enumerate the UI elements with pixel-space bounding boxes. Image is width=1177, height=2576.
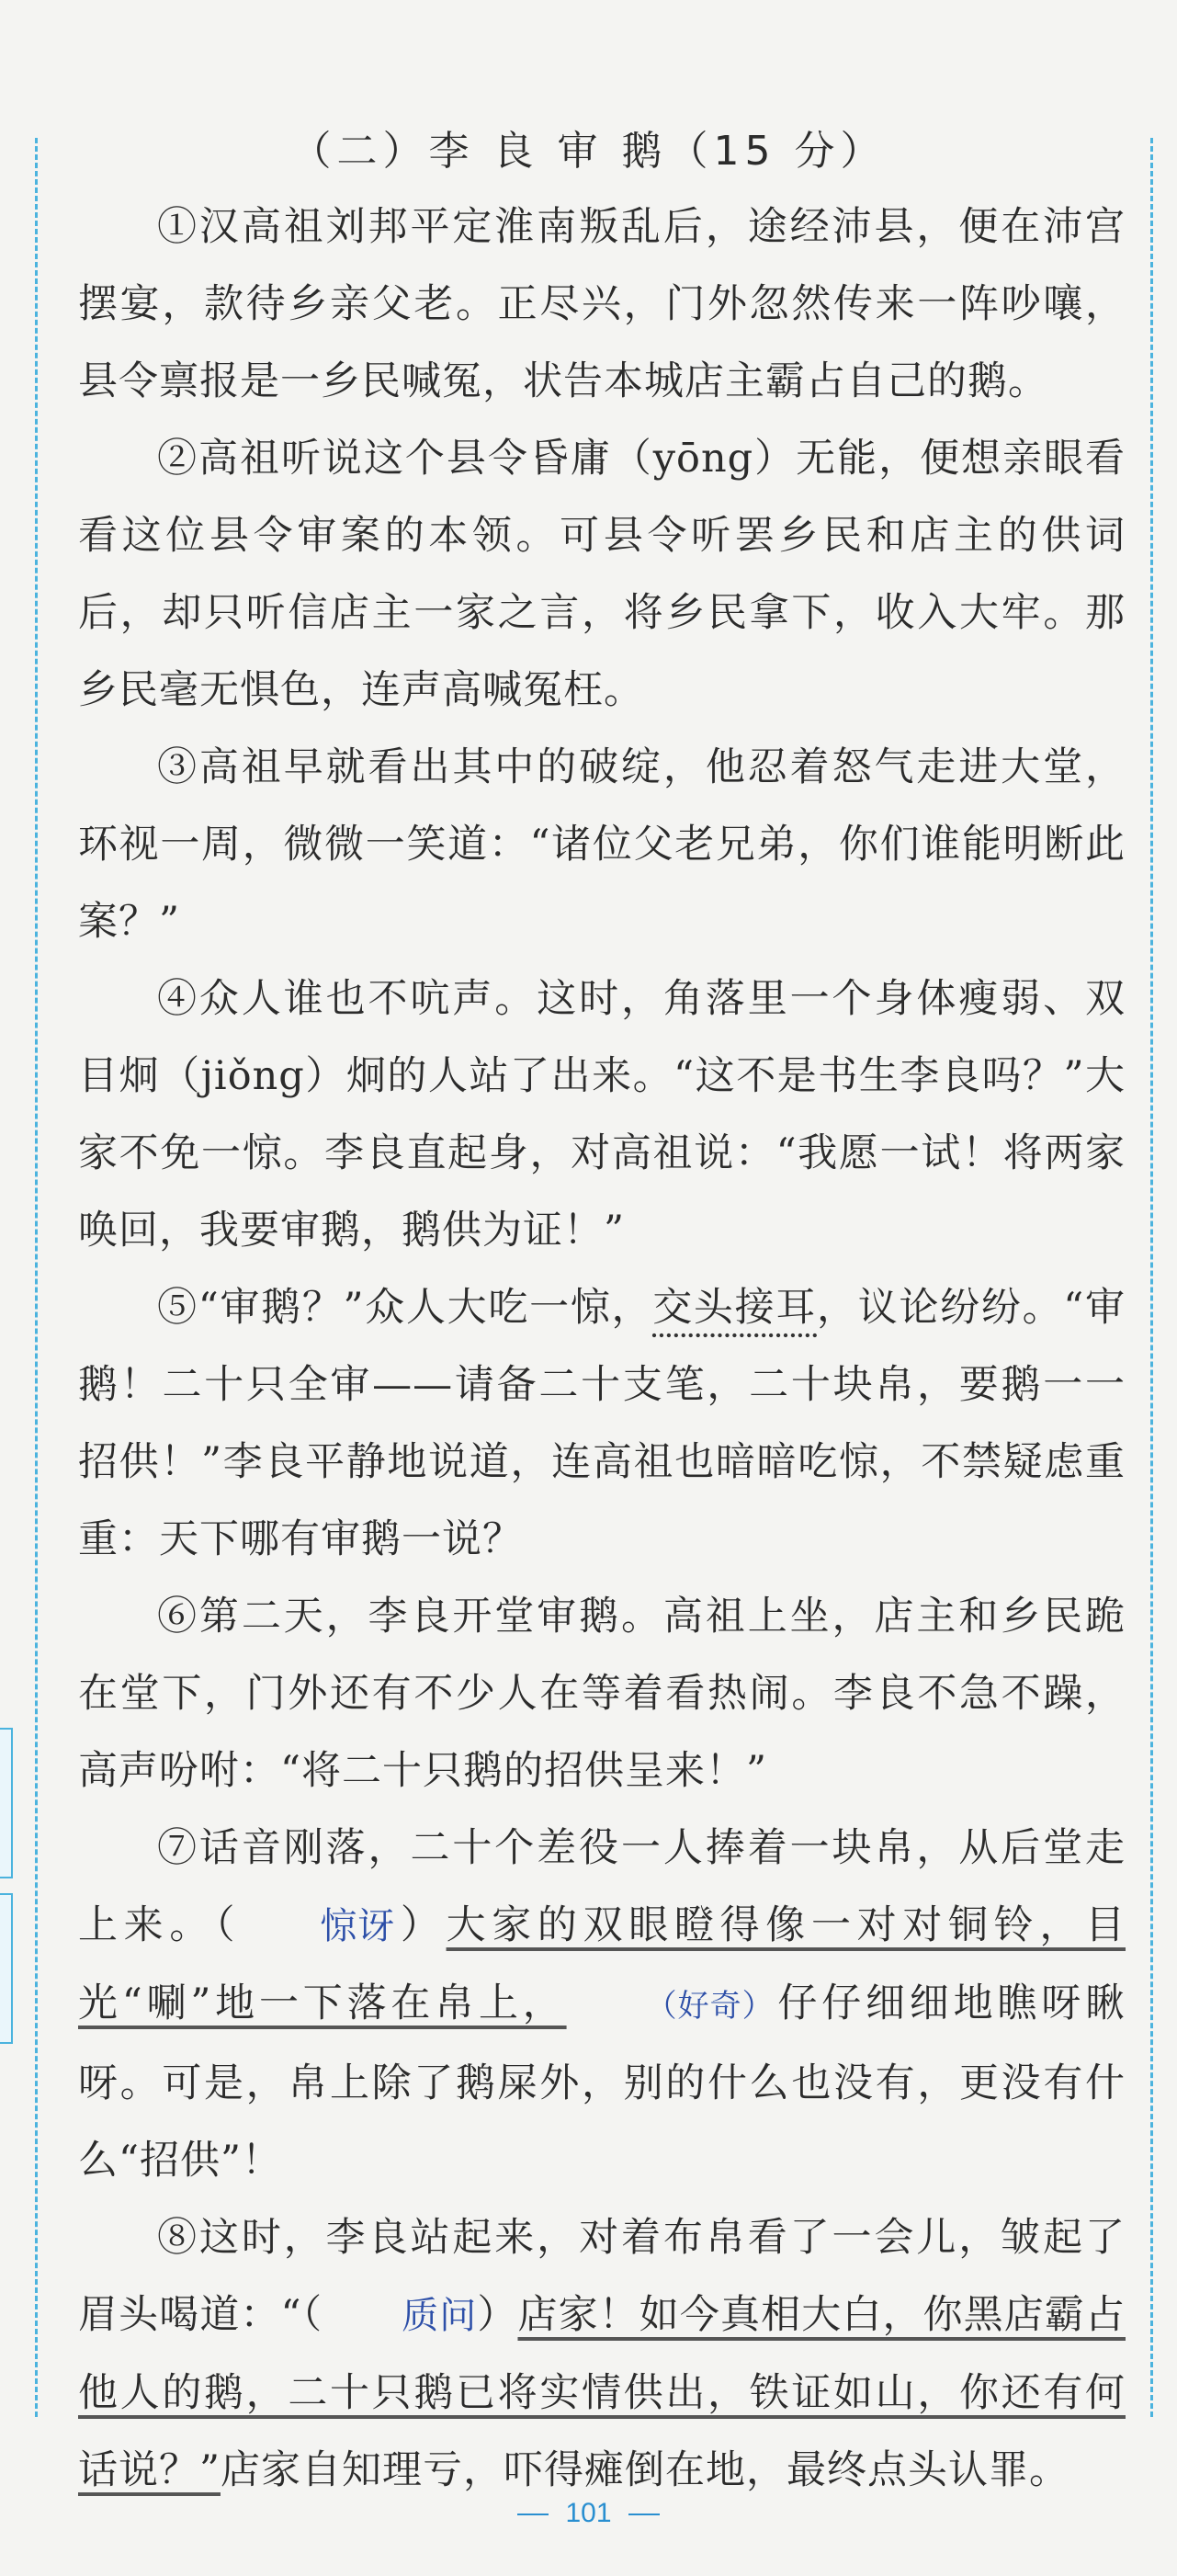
paragraph-8-text: ⑧这时，李良站起来，对着布帛看了一会儿，皱起了眉头喝道：“（ [78, 2215, 1126, 2338]
footer-dash [628, 2514, 660, 2515]
paragraph-7 [78, 1810, 1126, 2199]
answer-blank-1[interactable]: 惊讶 [320, 1905, 396, 1947]
dotted-phrase: 交头接耳 [652, 1285, 818, 1331]
paragraph-7-text: 仔仔细细地瞧呀瞅呀。可是，帛上除了鹅屎外，别的什么也没有，更没有什么“招供”！ [78, 1980, 1126, 2184]
paragraph-7-text: ） [395, 1902, 447, 1948]
paragraph-8-text: 店家自知理亏，吓得瘫倒在地，最终点头认罪。 [220, 2447, 1069, 2493]
right-border-dashes [1150, 138, 1153, 2417]
paragraph-5 [78, 1269, 1126, 1578]
paragraph-8 [78, 2199, 1126, 2509]
underlined-sentence: 店家！如今真相大白，你黑店霸占他人的鹅，二十只鹅已将实情供出，铁证如山，你还有何话说？” [78, 2292, 1126, 2493]
paragraph-2: ②高祖听说这个县令昏庸（yōng）无能，便想亲眼看看这位县令审案的本领。可县令听罢乡民和店主的供词后，却只听信店主一家之言，将乡民拿下，收入大牢。那乡民毫无惧色，连声高喊冤枉。 [78, 436, 1126, 713]
page-number: 101 [565, 2498, 612, 2528]
answer-note: （好奇） [645, 1988, 775, 2025]
paragraph-5-text: ，议论纷纷。“审鹅！二十只全审——请备二十支笔，二十块帛，要鹅一一招供！”李良平静地说道，连高祖也暗暗吃惊，不禁疑虑重重：天下哪有审鹅一说？ [78, 1285, 1126, 1562]
underlined-sentence: 大家的双眼瞪得像一对对铜铃，目光“唰”地一下落在帛上， [78, 1902, 1126, 2026]
paragraph-6: ⑥第二天，李良开堂审鹅。高祖上坐，店主和乡民跪在堂下，门外还有不少人在等着看热闹。李良不急不躁，高声吩咐：“将二十只鹅的招供呈来！” [78, 1594, 1126, 1794]
paragraph-1: ①汉高祖刘邦平定淮南叛乱后，途经沛县，便在沛宫摆宴，款待乡亲父老。正尽兴，门外忽然传来一阵吵嚷，县令禀报是一乡民喊冤，状告本城店主霸占自己的鹅。 [78, 204, 1126, 404]
paragraph-7-text: ⑦话音刚落，二十个差役一人捧着一块帛，从后堂走上来。（ [78, 1825, 1126, 1948]
left-border-dashes [35, 138, 38, 2417]
paragraph-5-text: ⑤“审鹅？”众人大吃一惊， [157, 1285, 653, 1331]
footer-dash [517, 2514, 549, 2515]
section-title: （二）李 良 审 鹅（15 分） [290, 128, 887, 175]
paragraph-4: ④众人谁也不吭声。这时，角落里一个身体瘦弱、双目炯（jiǒng）炯的人站了出来。“这不是书生李良吗？”大家不免一惊。李良直起身，对高祖说：“我愿一试！将两家唤回，我要审鹅，鹅供为证！” [78, 976, 1126, 1254]
answer-blank-2[interactable]: 质问 [402, 2295, 478, 2337]
passage [78, 188, 1126, 2509]
page-footer [0, 2498, 1177, 2529]
paragraph-8-text: ） [477, 2292, 518, 2338]
side-tab [0, 1893, 13, 2044]
side-tab [0, 1728, 13, 1878]
paragraph-3: ③高祖早就看出其中的破绽，他忍着怒气走进大堂，环视一周，微微一笑道：“诸位父老兄弟，你们谁能明断此案？” [78, 744, 1126, 945]
